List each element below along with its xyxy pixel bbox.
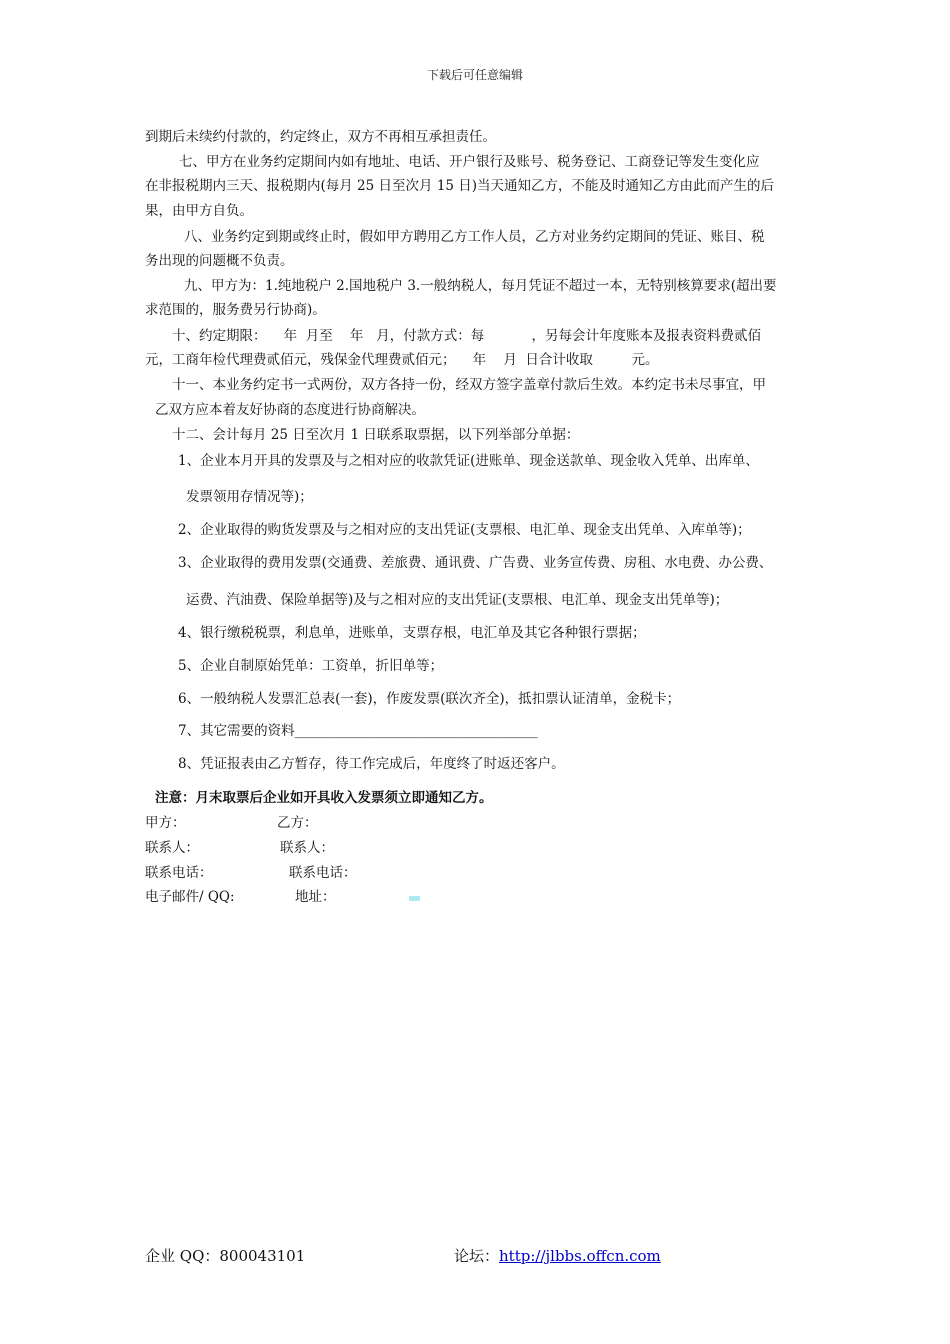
clause-9-line2: 求范围的，服务费另行协商)。 bbox=[145, 302, 326, 318]
clause-10-line2: 元，工商年检代理费贰佰元，残保金代理费贰佰元； 年 月 日合计收取 元。 bbox=[145, 352, 659, 368]
notice-text: 注意：月末取票后企业如开具收入发票须立即通知乙方。 bbox=[155, 790, 493, 806]
page-header: 下载后可任意编辑 bbox=[426, 68, 523, 82]
highlight-marker bbox=[409, 896, 420, 901]
list-item-2: 2、企业取得的购货发票及与之相对应的支出凭证(支票根、电汇单、现金支出凭单、入库单等)； bbox=[178, 522, 751, 538]
footer-forum-link[interactable]: http://jlbbs.offcn.com bbox=[499, 1247, 661, 1265]
contact-a-label: 联系人： bbox=[145, 840, 199, 856]
clause-11-line1: 十一、本业务约定书一式两份，双方各持一份，经双方签字盖章付款后生效。本约定书未尽事宜，甲 bbox=[172, 377, 766, 393]
address-label: 地址： bbox=[295, 889, 336, 905]
list-item-4: 4、银行缴税税票，利息单，进账单，支票存根，电汇单及其它各种银行票据； bbox=[178, 625, 646, 641]
list-item-8: 8、凭证报表由乙方暂存，待工作完成后，年度终了时返还客户。 bbox=[178, 756, 565, 772]
footer-forum-label: 论坛： bbox=[454, 1247, 500, 1265]
footer-qq: 企业 QQ：800043101 bbox=[145, 1247, 306, 1265]
party-b-label: 乙方： bbox=[277, 815, 318, 831]
list-item-3-line2: 运费、汽油费、保险单据等)及与之相对应的支出凭证(支票根、电汇单、现金支出凭单等)； bbox=[186, 592, 729, 608]
clause-7-line3: 果，由甲方自负。 bbox=[145, 203, 253, 219]
list-item-7: 7、其它需要的资料____________________________________ bbox=[178, 723, 538, 739]
contact-b-label: 联系人： bbox=[280, 840, 334, 856]
clause-7-line1: 七、甲方在业务约定期间内如有地址、电话、开户银行及账号、税务登记、工商登记等发生变化应 bbox=[179, 154, 760, 170]
clause-9-line1: 九、甲方为：1.纯地税户 2.国地税户 3.一般纳税人，每月凭证不超过一本，无特别核算要求(超出要 bbox=[184, 278, 777, 294]
clause-10-line1: 十、约定期限： 年 月至 年 月，付款方式：每 ，另每会计年度账本及报表资料费贰佰 bbox=[172, 328, 761, 344]
clause-8-line1: 八、业务约定到期或终止时，假如甲方聘用乙方工作人员，乙方对业务约定期间的凭证、账目、税 bbox=[184, 229, 765, 245]
list-item-5: 5、企业自制原始凭单：工资单，折旧单等； bbox=[178, 658, 444, 674]
phone-a-label: 联系电话： bbox=[145, 865, 213, 881]
list-item-1-line1: 1、企业本月开具的发票及与之相对应的收款凭证(进账单、现金送款单、现金收入凭单、出库单、 bbox=[178, 453, 759, 469]
list-item-1-line2: 发票领用存情况等)； bbox=[186, 489, 313, 505]
email-qq-label: 电子邮件/ QQ: bbox=[145, 889, 235, 905]
clause-7-line2: 在非报税期内三天、报税期内(每月 25 日至次月 15 日)当天通知乙方，不能及时通知乙方由此而产生的后 bbox=[145, 178, 775, 194]
clause-8-line2: 务出现的问题概不负责。 bbox=[145, 253, 294, 269]
clause-11-line2: 乙双方应本着友好协商的态度进行协商解决。 bbox=[155, 402, 425, 418]
paragraph-end-terms: 到期后未续约付款的，约定终止，双方不再相互承担责任。 bbox=[145, 129, 496, 145]
clause-12: 十二、会计每月 25 日至次月 1 日联系取票据，以下列举部分单据： bbox=[172, 427, 580, 443]
list-item-3-line1: 3、企业取得的费用发票(交通费、差旅费、通讯费、广告费、业务宣传费、房租、水电费、办公费、 bbox=[178, 555, 773, 571]
party-a-label: 甲方： bbox=[145, 815, 186, 831]
footer-forum bbox=[454, 1245, 661, 1266]
list-item-6: 6、一般纳税人发票汇总表(一套)，作废发票(联次齐全)，抵扣票认证清单，金税卡； bbox=[178, 691, 681, 707]
phone-b-label: 联系电话： bbox=[289, 865, 357, 881]
